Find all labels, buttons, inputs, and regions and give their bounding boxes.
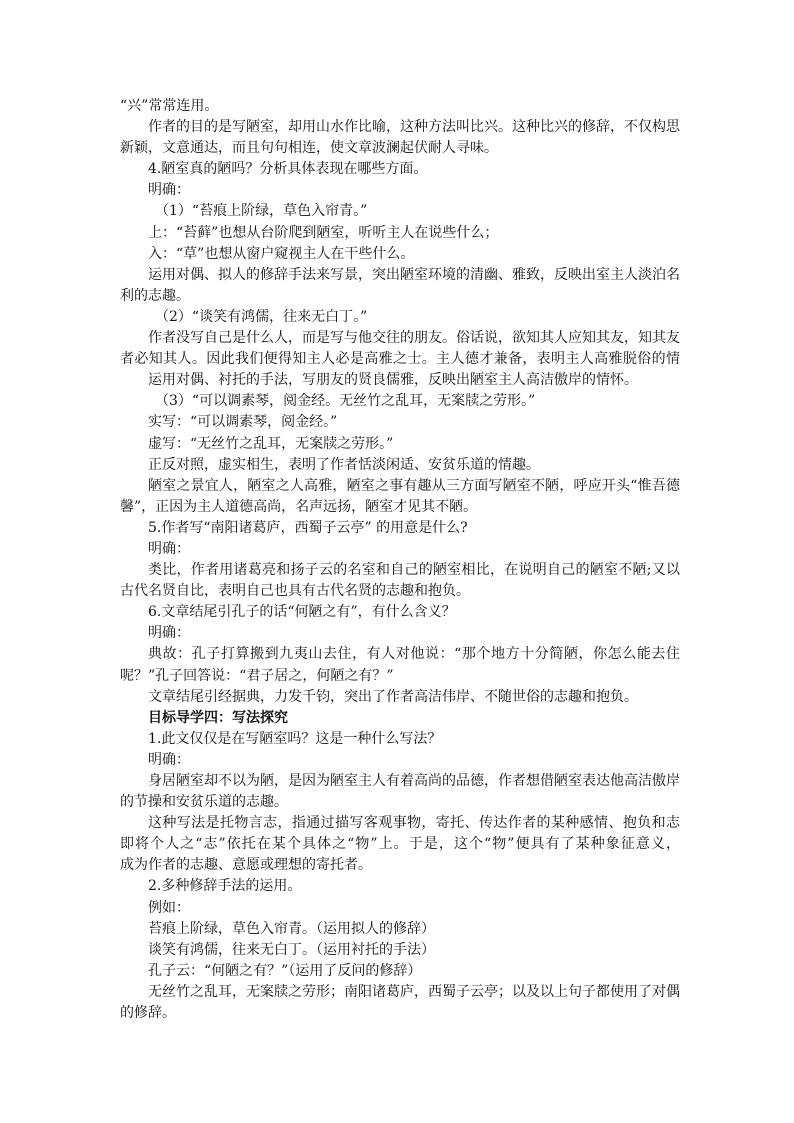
text-line: 古代名贤自比，表明自己也具有古代名贤的志趣和抱负。 (120, 583, 470, 600)
text-line: 实写：“可以调素琴，阅金经。” (148, 414, 338, 431)
text-line: 的节操和安贫乐道的志趣。 (120, 794, 288, 811)
text-line: 典故：孔子打算搬到九夷山去住，有人对他说：“那个地方十分简陋，你怎么能去住 (148, 646, 680, 663)
text-line: 苔痕上阶绿，草色入帘青。（运用拟人的修辞） (148, 920, 435, 937)
answer-label: 明确： (148, 751, 190, 768)
question-heading: 5.作者写“南阳诸葛庐，西蜀子云亭” 的用意是什么? (148, 519, 468, 536)
text-line: “兴”常常连用。 (120, 98, 219, 114)
question-heading: 4.陋室真的陋吗？分析具体表现在哪些方面。 (148, 161, 428, 178)
text-line: 即将个人之“志”依托在某个具体之“物”上。于是，这个“物”便具有了某种象征意义， (120, 836, 680, 853)
text-line: 作者没写自己是什么人，而是写与他交往的朋友。俗话说，欲知其人应知其友，知其友 (148, 330, 680, 347)
question-heading: 2.多种修辞手法的运用。 (148, 878, 302, 895)
text-line: 呢？”孔子回答说：“君子居之，何陋之有？” (120, 667, 394, 684)
text-line: 类比，作者用诸葛亮和扬子云的名室和自己的陋室相比，在说明自己的陋室不陋;又以 (148, 562, 680, 579)
text-line: （3）“可以调素琴，阅金经。无丝竹之乱耳，无案牍之劳形。” (155, 393, 536, 410)
text-line: 文章结尾引经据典，力发千钧，突出了作者高洁伟岸、不随世俗的志趣和抱负。 (148, 688, 638, 705)
text-line: 馨”，正因为主人道德高尚，名声远扬，陋室才见其不陋。 (120, 498, 478, 515)
text-line: 这种写法是托物言志，指通过描写客观事物，寄托、传达作者的某种感情、抱负和志 (148, 815, 680, 832)
text-line: 新颖，文意通达，而且句句相连，使文章波澜起伏耐人寻味。 (120, 140, 498, 157)
text-line: 利的志趣。 (120, 287, 190, 304)
text-line: 孔子云：“何陋之有？”（运用了反问的修辞） (148, 962, 422, 979)
text-line: （2）“谈笑有鸿儒，往来无白丁。” (155, 308, 368, 325)
question-heading: 1.此文仅仅是在写陋室吗？这是一种什么写法？ (148, 730, 442, 747)
text-line: 入：“草”也想从窗户窥视主人在干些什么。 (148, 245, 415, 262)
text-line: 身居陋室却不以为陋，是因为陋室主人有着高尚的品德，作者想借陋室表达他高洁傲岸 (148, 773, 680, 789)
text-line: 运用对偶、拟人的修辞手法来写景，突出陋室环境的清幽、雅致，反映出室主人淡泊名 (148, 266, 680, 283)
text-line: 陋室之景宜人，陋室之人高雅，陋室之事有趣从三方面写陋室不陋，呼应开头“惟吾德 (148, 477, 680, 494)
document-body (120, 96, 680, 1024)
text-line: 者必知其人。因此我们便得知主人必是高雅之士。主人德才兼备，表明主人高雅脱俗的情 (120, 351, 680, 368)
answer-label: 明确： (148, 540, 190, 557)
text-line: 无丝竹之乱耳，无案牍之劳形；南阳诸葛庐，西蜀子云亭；以及以上句子都使用了对偶 (148, 983, 680, 1000)
text-line: 成为作者的志趣、意愿或理想的寄托者。 (120, 857, 372, 874)
answer-label: 明确： (148, 625, 190, 642)
question-heading: 6.文章结尾引孔子的话“何陋之有”，有什么含义？ (148, 604, 456, 621)
text-line: 上：“苔藓”也想从台阶爬到陋室，听听主人在说些什么； (148, 224, 499, 241)
section-heading: 目标导学四：写法探究 (148, 709, 288, 726)
answer-label: 明确： (148, 182, 190, 199)
text-line: 虚写：“无丝竹之乱耳，无案牍之劳形。” (148, 435, 394, 452)
text-line: 作者的目的是写陋室，却用山水作比喻，这种方法叫比兴。这种比兴的修辞，不仅构思 (148, 119, 680, 136)
text-line: 运用对偶、衬托的手法，写朋友的贤良儒雅，反映出陋室主人高洁傲岸的情怀。 (148, 372, 638, 389)
text-line: 例如： (148, 899, 190, 916)
text-line: （1）“苔痕上阶绿，草色入帘青。” (155, 203, 368, 220)
text-line: 正反对照，虚实相生，表明了作者恬淡闲适、安贫乐道的情趣。 (148, 456, 540, 473)
text-line: 谈笑有鸿儒，往来无白丁。（运用衬托的手法） (148, 941, 435, 958)
text-line: 的修辞。 (120, 1005, 176, 1022)
